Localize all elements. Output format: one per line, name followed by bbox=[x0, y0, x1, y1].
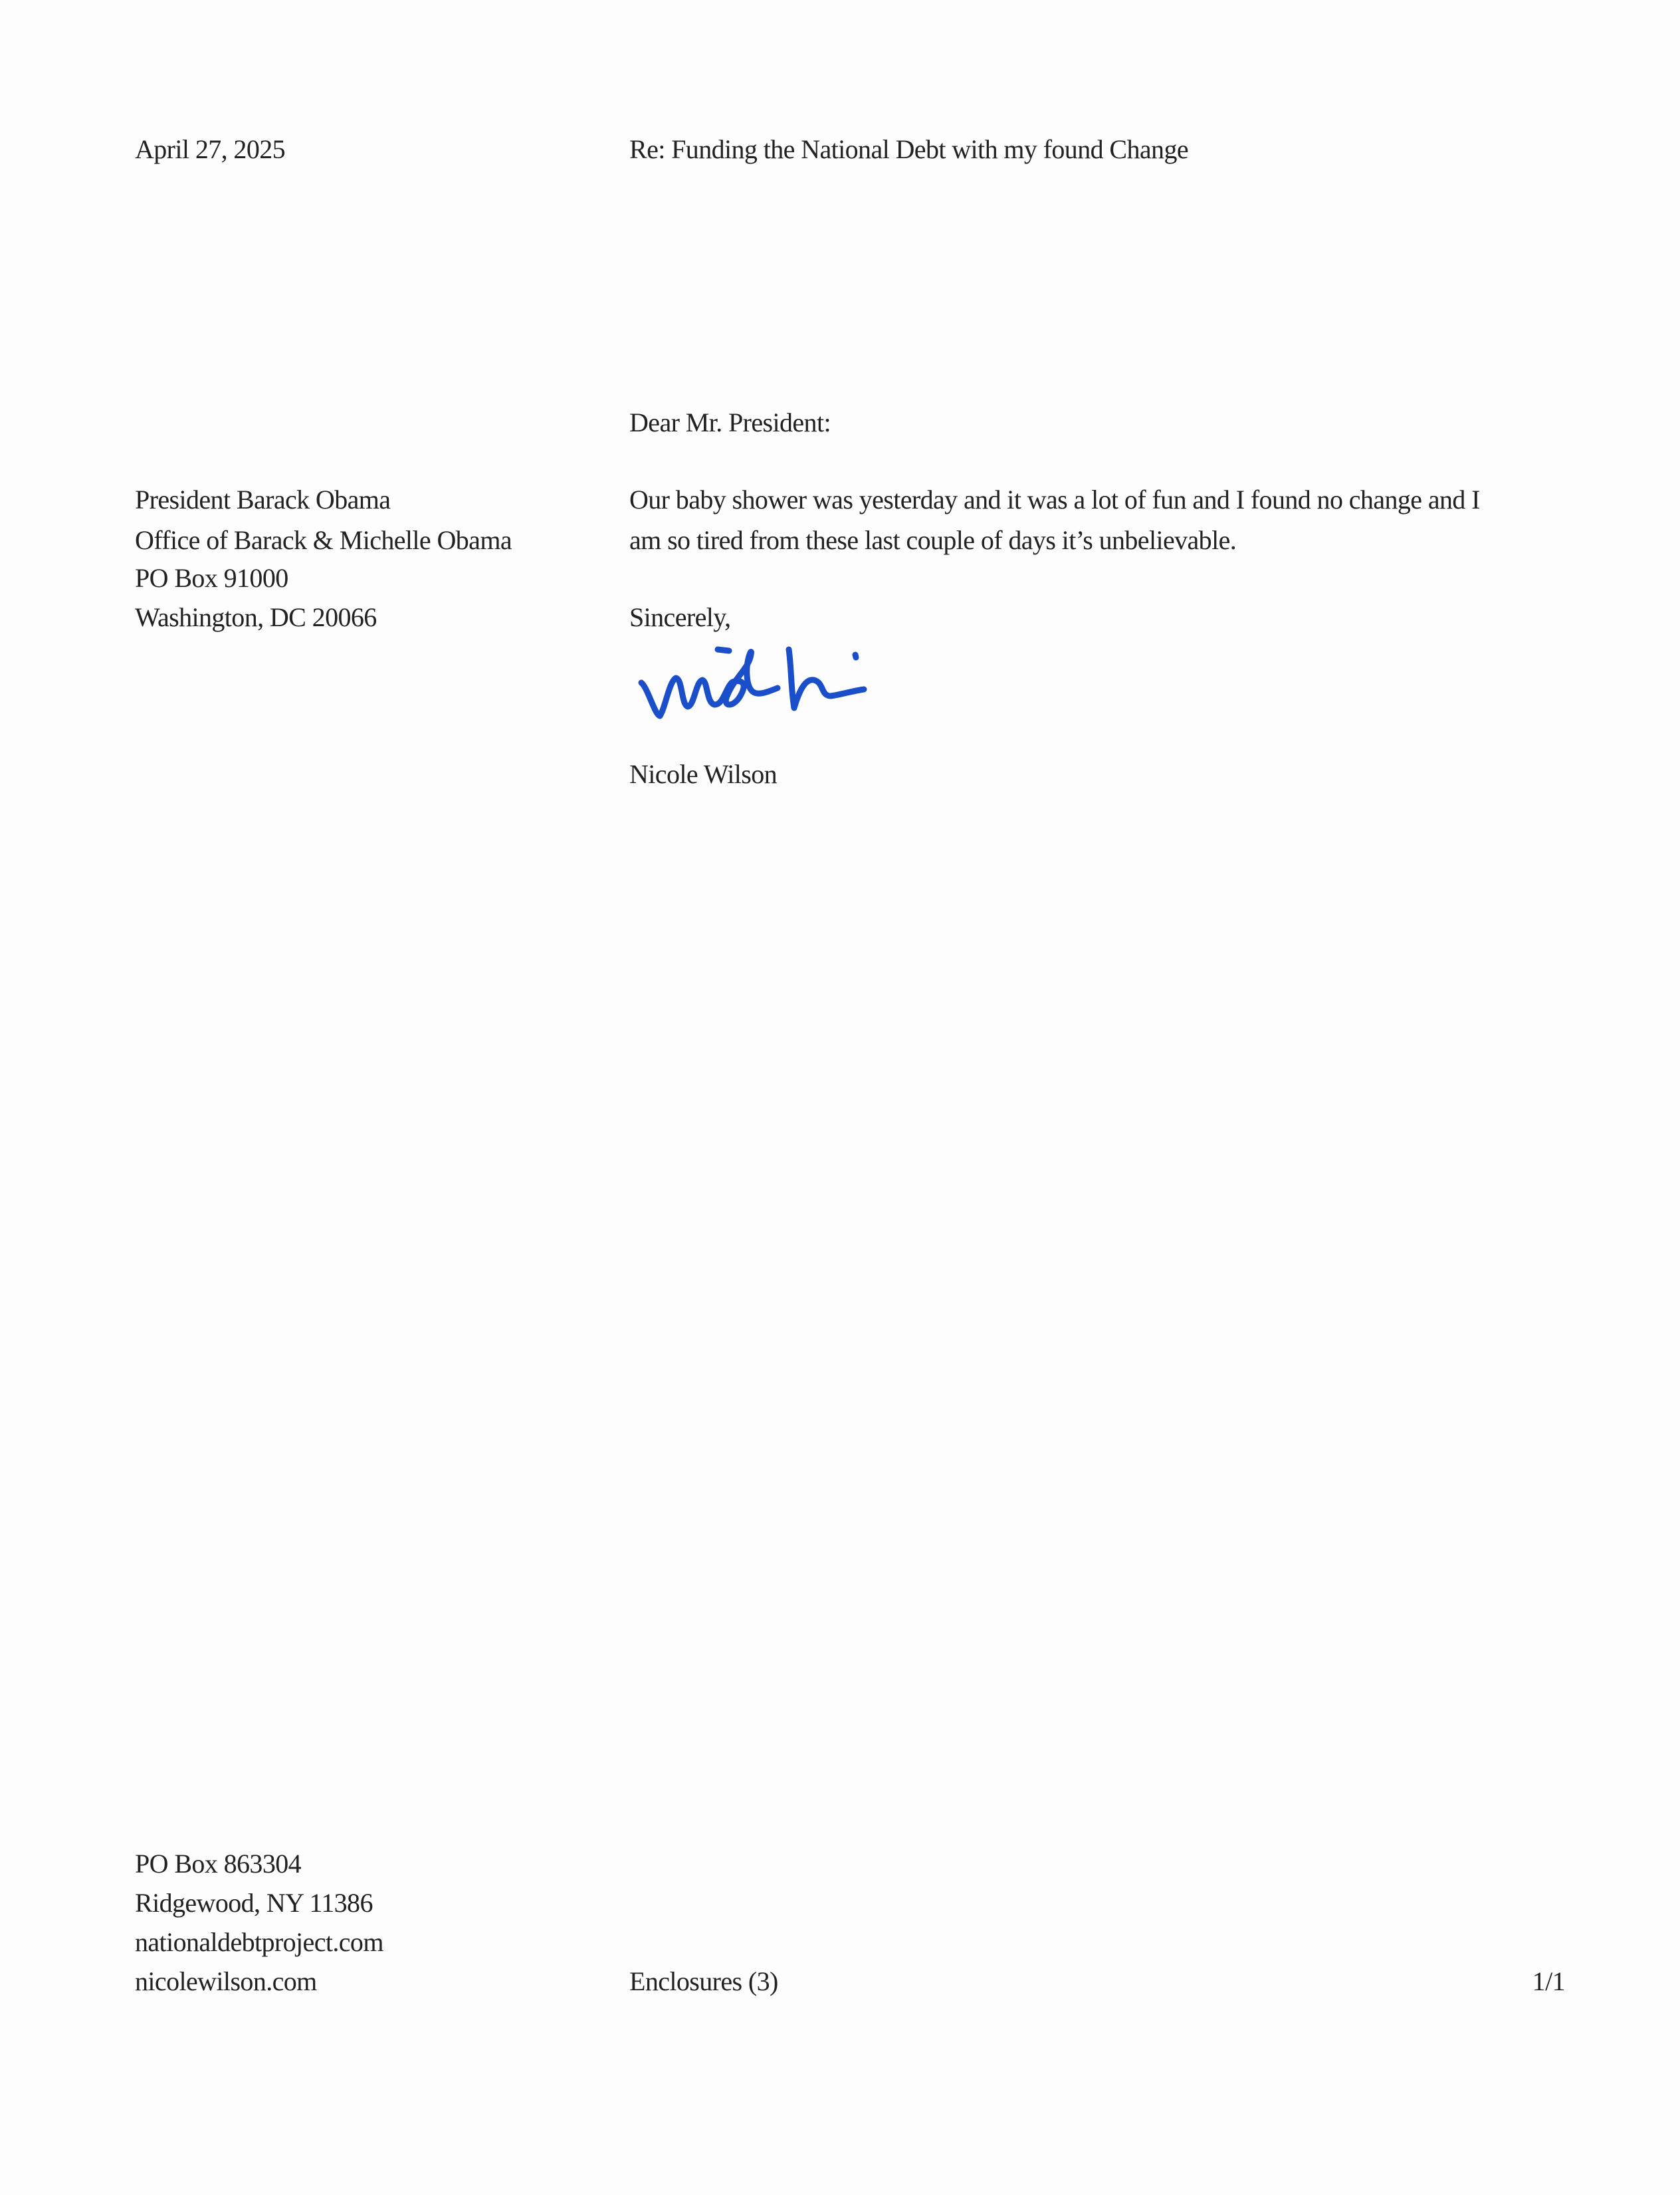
sender-line: PO Box 863304 bbox=[135, 1849, 302, 1879]
closing: Sincerely, bbox=[629, 602, 731, 632]
sender-website: nationaldebtproject.com bbox=[135, 1927, 383, 1957]
sender-website: nicolewilson.com bbox=[135, 1966, 317, 1996]
recipient-line: Office of Barack & Michelle Obama bbox=[135, 525, 512, 555]
sender-line: Ridgewood, NY 11386 bbox=[135, 1888, 373, 1918]
signature-strokes bbox=[641, 649, 864, 716]
page-number: 1/1 bbox=[1532, 1966, 1565, 1996]
letter-date: April 27, 2025 bbox=[135, 134, 286, 164]
body-line: am so tired from these last couple of days it’s unbelievable. bbox=[629, 525, 1237, 555]
recipient-line: President Barack Obama bbox=[135, 485, 391, 515]
letter-subject: Re: Funding the National Debt with my found Change bbox=[629, 134, 1188, 164]
body-line: Our baby shower was yesterday and it was a lot of fun and I found no change and I bbox=[629, 485, 1480, 515]
recipient-line: PO Box 91000 bbox=[135, 563, 288, 593]
handwritten-signature bbox=[635, 641, 954, 728]
recipient-line: Washington, DC 20066 bbox=[135, 602, 377, 632]
signer-name: Nicole Wilson bbox=[629, 759, 778, 789]
salutation: Dear Mr. President: bbox=[629, 407, 831, 437]
enclosures-note: Enclosures (3) bbox=[629, 1966, 778, 1996]
